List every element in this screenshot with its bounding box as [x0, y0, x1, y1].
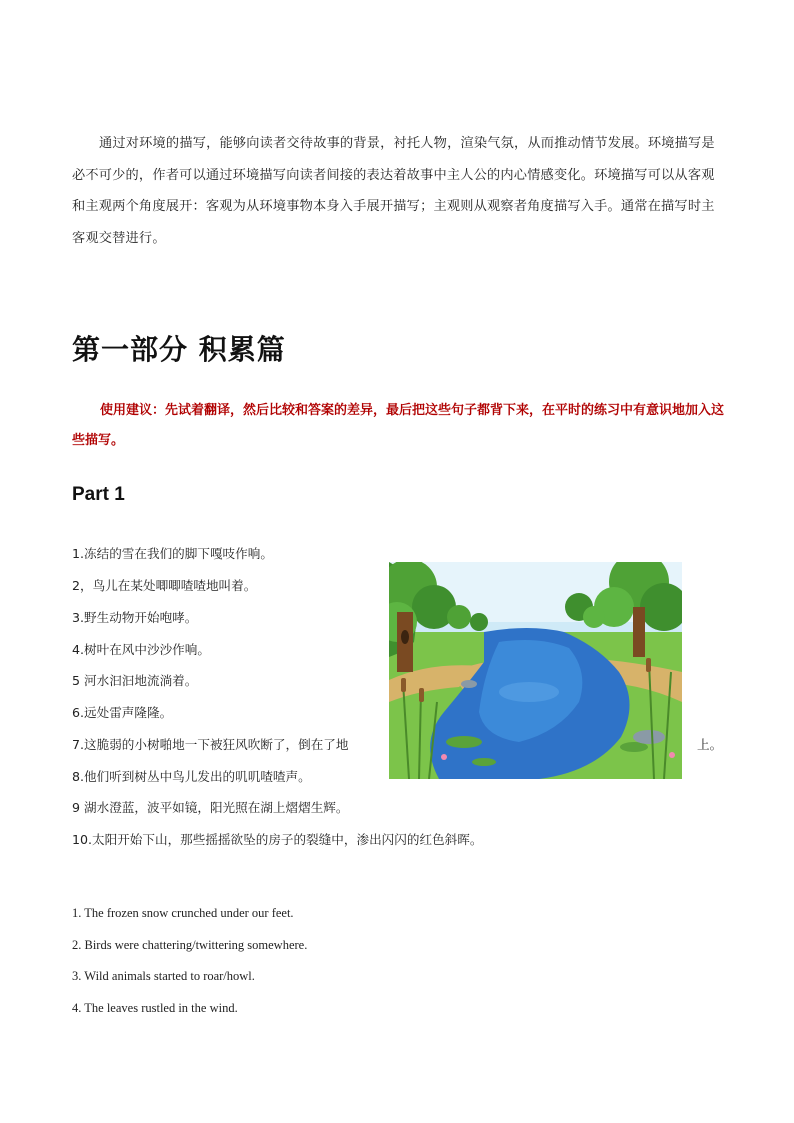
cn-sentence-tail: 上。 [697, 737, 723, 752]
usage-tip: 使用建议：先试着翻译，然后比较和答案的差异，最后把这些句子都背下来，在平时的练习中有意识地加入这些描写。 [72, 403, 725, 448]
part-title: Part 1 [72, 484, 125, 505]
cn-sentence: 2，鸟儿在某处唧唧喳喳地叫着。 [72, 578, 257, 593]
en-sentence: 2. Birds were chattering/twittering somewhere. [72, 938, 308, 952]
en-sentence: 4. The leaves rustled in the wind. [72, 1001, 238, 1015]
cn-sentence: 4.树叶在风中沙沙作响。 [72, 642, 210, 657]
en-sentence: 1. The frozen snow crunched under our feet. [72, 906, 294, 920]
cn-sentence: 7.这脆弱的小树啪地一下被狂风吹断了，倒在了地 [72, 737, 349, 752]
cn-sentence: 6.远处雷声隆隆。 [72, 705, 173, 720]
en-sentence: 3. Wild animals started to roar/howl. [72, 969, 255, 983]
cn-sentence: 3.野生动物开始咆哮。 [72, 610, 198, 625]
cn-sentence: 10.太阳开始下山，那些摇摇欲坠的房子的裂缝中，渗出闪闪的红色斜晖。 [72, 832, 483, 847]
river-landscape-illustration [389, 562, 682, 779]
section-title: 第一部分 积累篇 [72, 333, 286, 366]
cn-sentence: 1.冻结的雪在我们的脚下嘎吱作响。 [72, 546, 273, 561]
intro-paragraph: 通过对环境的描写，能够向读者交待故事的背景，衬托人物，渲染气氛，从而推动情节发展。环境描写是必不可少的，作者可以通过环境描写向读者间接的表达着故事中主人公的内心情感变化。环境描写可以从客观和主观两个角度展开：客观为从环境事物本身入手展开描写；主观则从观察者角度描写入手。通常在描写时主客观交替进行。 [72, 136, 715, 246]
cn-sentence: 8.他们听到树丛中鸟儿发出的叽叽喳喳声。 [72, 769, 311, 784]
cn-sentence: 5 河水汩汩地流淌着。 [72, 673, 198, 688]
cn-sentence: 9 湖水澄蓝，波平如镜，阳光照在湖上熠熠生辉。 [72, 800, 349, 815]
